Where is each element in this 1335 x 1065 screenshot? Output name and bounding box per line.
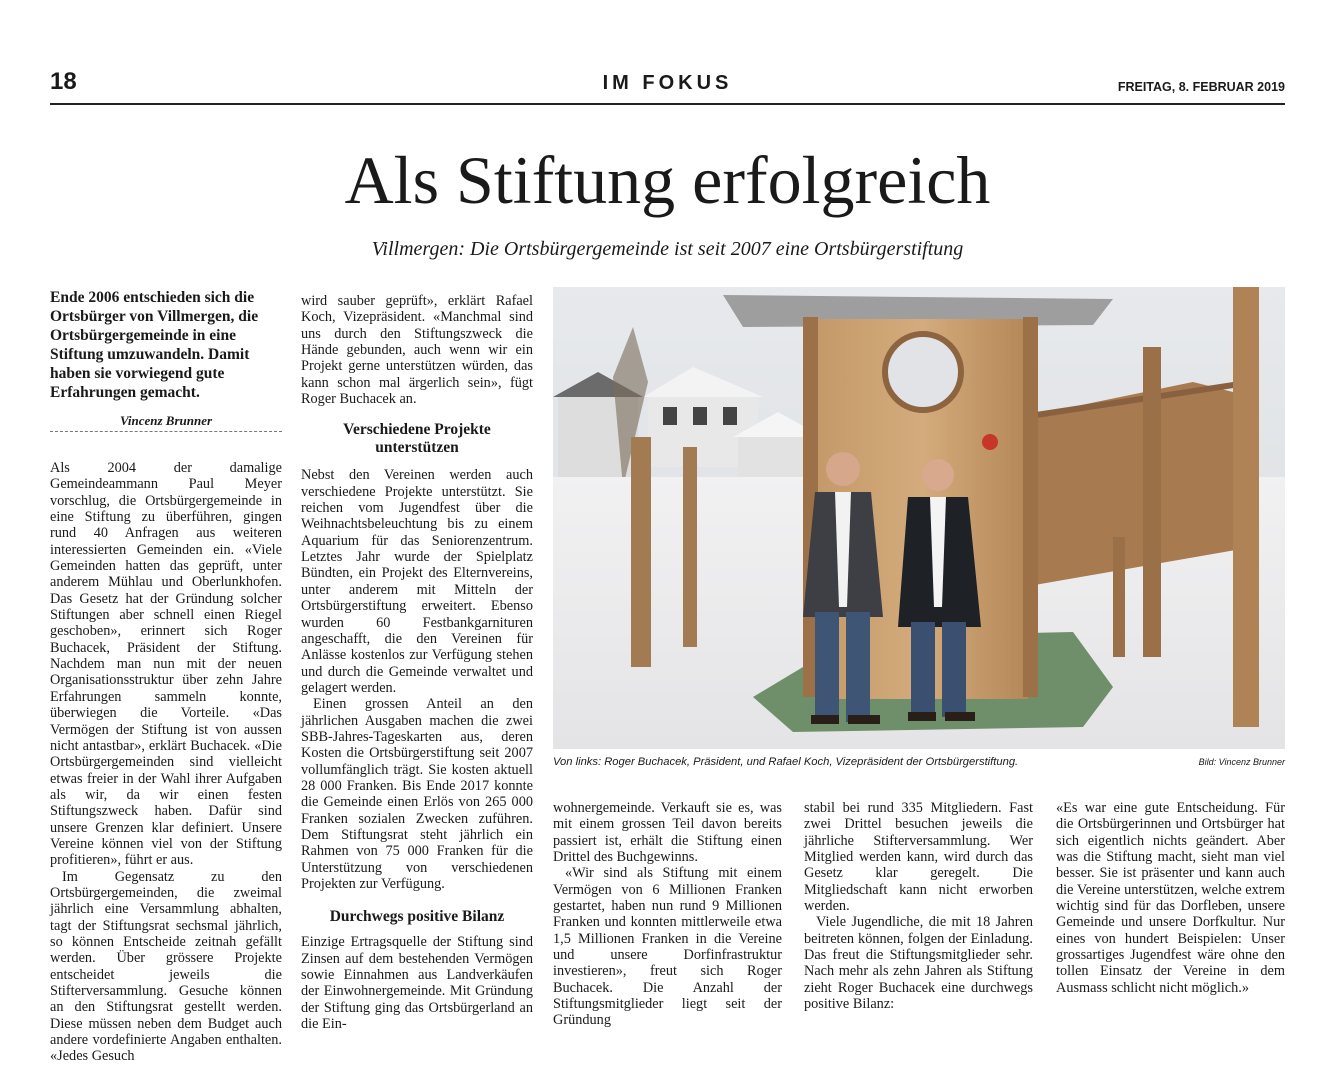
- photo-caption: Von links: Roger Buchacek, Präsident, und Rafael Koch, Vizepräsident der Ortsbürgerstiftung.: [553, 756, 1019, 768]
- column-3: [553, 800, 782, 1029]
- headline: Als Stiftung erfolgreich: [344, 142, 991, 218]
- paragraph: wohnergemeinde. Verkauft sie es, was mit einem grossen Teil davon bereits passiert ist, erhält die Stiftung einen Drittel des Buchgewinns.: [553, 800, 782, 866]
- paragraph: «Es war eine gute Entscheidung. Für die Ortsbürgerinnen und Ortsbürger hat sich eigentlich nichts geändert. Aber was die Stiftung macht, sieht man viel besser. Sie ist präsenter und kann auch die Vereine unterstützen, welche extrem wichtig sind für das Dorfleben, unsere Gemeinde und unsere Dorfkultur. Nur eines von hundert Beispielen: Unser grossartiges Jugendfest wäre ohne den tollen Einsatz der Vereine in dem Ausmass schlicht nicht möglich.»: [1056, 800, 1285, 996]
- paragraph: stabil bei rund 335 Mitgliedern. Fast zwei Drittel besuchen jeweils die jährliche Stifterversammlung. Wer Mitglied werden kann, wird durch das Gesetz klar geregelt. Die Mitgliedschaft kann nicht erworben werden.: [804, 800, 1033, 915]
- subtitle: Villmergen: Die Ortsbürgergemeinde ist seit 2007 eine Ortsbürgerstiftung: [371, 238, 964, 260]
- article-photo: [553, 287, 1285, 749]
- column-1: [50, 460, 282, 1065]
- photo-credit: Bild: Vincenz Brunner: [1198, 757, 1285, 767]
- issue-date: FREITAG, 8. FEBRUAR 2019: [1117, 80, 1285, 94]
- subheading: Verschiedene Projekte unterstützen: [343, 421, 491, 457]
- paragraph: Als 2004 der damalige Gemeindeammann Paul Meyer vorschlug, die Ortsbürgergemeinde in eine Stiftung zu überführen, gingen rund 40 Anfragen aus weiteren interessierten Gemeinden ein. «Viele Gemeinden hatten das geprüft, unter anderem Mühlau und Oberlunkhofen. Das Gesetz hat der Gründung solcher Stiftungen aber schnell einen Riegel geschoben», erinnert sich Roger Buchacek, Präsident der Stiftung. Nachdem man nun mit der neuen Organisationsstruktur über zehn Jahre Erfahrungen sammeln konnte, überwiegen die Vorteile. «Das Vermögen der Stiftung ist von aussen nicht antastbar», erklärt Buchacek. «Die Ortsbürgergemeinden sind vielleicht etwas freier in der Wahl ihrer Aufgaben als wir, da wir einen festen Stiftungszweck haben. Dafür sind unsere Grenzen klar definiert. Unsere Vereine können viel von der Stiftung profitieren», führt er aus.: [50, 460, 282, 869]
- page-number: 18: [50, 68, 77, 95]
- header-rule: [50, 103, 1285, 105]
- column-2: [301, 293, 533, 1032]
- paragraph: wird sauber geprüft», erklärt Rafael Koch, Vizepräsident. «Manchmal sind uns durch den Stiftungszweck die Hände gebunden, auch wenn wir ein Projekt gerne unterstützen würden, das kann schon mal ärgerlich sein», fügt Roger Buchacek an.: [301, 293, 533, 408]
- author-byline: Vincenz Brunner: [119, 413, 213, 428]
- subheading: Durchwegs positive Bilanz: [329, 908, 505, 926]
- paragraph: Nebst den Vereinen werden auch verschiedene Projekte unterstützt. Sie reichen vom Jugendfest über die Weihnachtsbeleuchtung bis zu einem Aquarium für das Seniorenzentrum. Letztes Jahr wurde der Spielplatz Bündten, ein Projekt des Elternvereins, unter anderem mit Mitteln der Ortsbürgerstiftung erweitert. Ebenso wurden 60 Festbankgarnituren angeschafft, die den Vereinen für Anlässe kostenlos zur Verfügung stehen und durch die Gemeinde verwaltet und gelagert werden.: [301, 467, 533, 696]
- section-title: IM FOKUS: [602, 72, 733, 94]
- paragraph: Einen grossen Anteil an den jährlichen Ausgaben machen die zwei SBB-Jahres-Tageskarten aus, deren Kosten die Ortsbürgerstiftung seit 2007 vollumfänglich trägt. Sie kosten aktuell 28 000 Franken. Bis Ende 2017 konnte die Gemeinde einen Erlös von 265 000 Franken sozialen Zwecken zuführen. Dem Stiftungsrat steht jährlich ein Rahmen von 75 000 Franken für die Unterstützung von verschiedenen Projekten zur Verfügung.: [301, 696, 533, 892]
- paragraph: Viele Jugendliche, die mit 18 Jahren beitreten können, folgen der Einladung. Das freut die Stiftungsmitglieder sehr. Nach mehr als zehn Jahren als Stiftung zieht Roger Buchacek eine durchwegs positive Bilanz:: [804, 914, 1033, 1013]
- paragraph: Im Gegensatz zu den Ortsbürgergemeinden, die zweimal jährlich eine Versammlung abhalten, tagt der Stiftungsrat sechsmal jährlich, so können Entscheide zeitnah gefällt werden. Über grössere Projekte entscheidet jeweils die Stifterversammlung. Gesuche können an den Stiftungsrat gestellt werden. Diese müssen neben dem Budget auch andere vordefinierte Angaben enthalten. «Jedes Gesuch: [50, 868, 282, 1065]
- paragraph: Einzige Ertragsquelle der Stiftung sind Zinsen auf dem bestehenden Vermögen sowie Einnahmen aus Landverkäufen der Einwohnergemeinde. Mit Gründung der Stiftung ging das Ortsbürgerland an die Ein-: [301, 934, 533, 1033]
- column-5: [1056, 800, 1285, 996]
- byline-divider: [50, 431, 282, 432]
- column-4: [804, 800, 1033, 1012]
- lead-paragraph: Ende 2006 entschieden sich die Ortsbürger von Villmergen, die Ortsbürgergemeinde in eine Stiftung umzuwandeln. Damit haben sie vorwiegend gute Erfahrungen gemacht.: [50, 289, 259, 401]
- paragraph: «Wir sind als Stiftung mit einem Vermögen von 6 Millionen Franken gestartet, haben nun rund 9 Millionen Franken und konnten mittlerweile etwa 1,5 Millionen Franken in die Vereine und unsere Dorfinfrastruktur investieren», freut sich Roger Buchacek. Die Anzahl der Stiftungsmitglieder liegt seit der Gründung: [553, 865, 782, 1029]
